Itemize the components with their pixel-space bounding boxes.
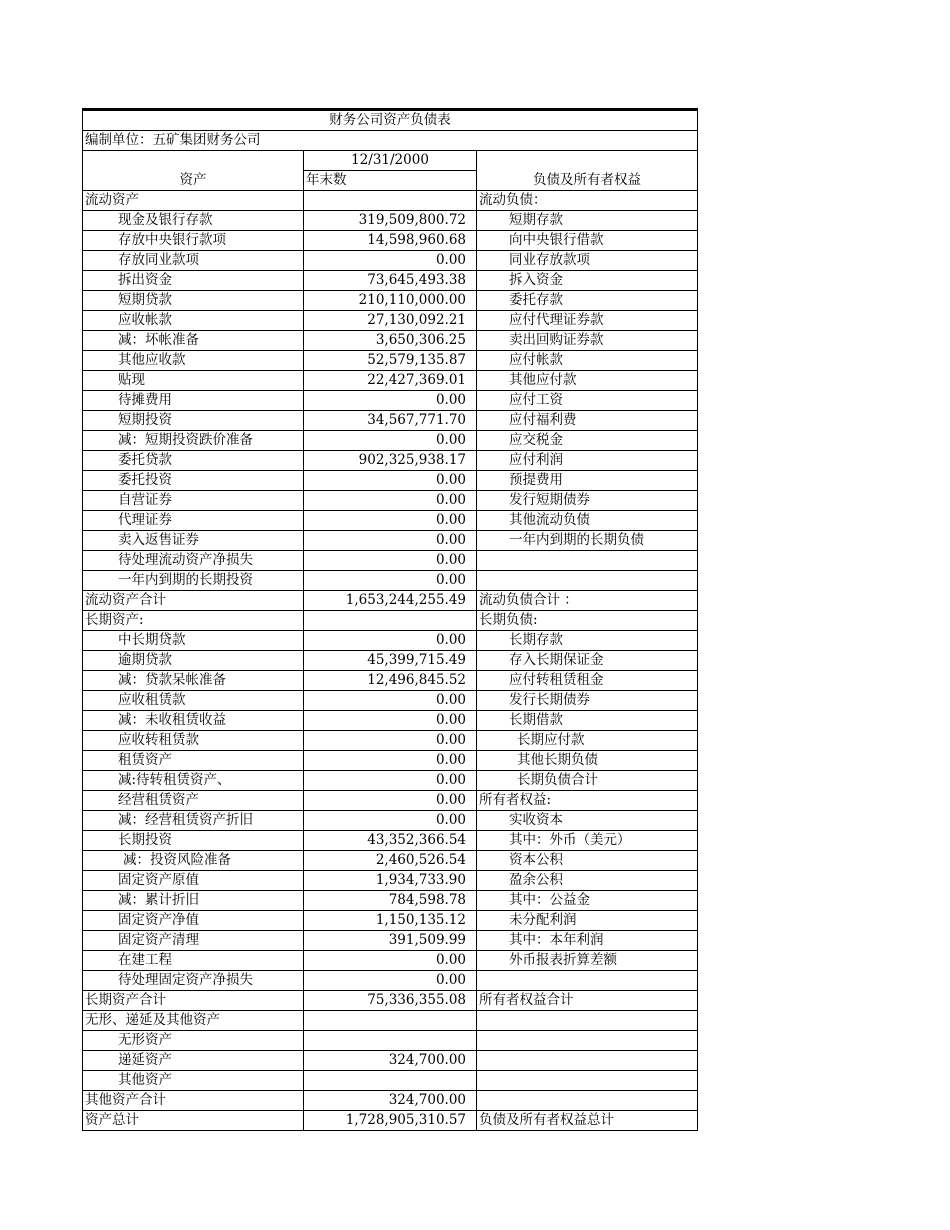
year-end-value <box>304 1031 477 1051</box>
asset-item: 固定资产原值 <box>83 871 304 891</box>
table-row <box>83 751 698 771</box>
unit-label: 编制单位：五矿集团财务公司 <box>83 131 698 151</box>
liability-item: 资本公积 <box>477 851 698 871</box>
period-header: 年末数 <box>304 171 477 191</box>
year-end-value <box>304 611 477 631</box>
year-end-value: 75,336,355.08 <box>304 991 477 1011</box>
liability-item: 应付利润 <box>477 451 698 471</box>
assets-header: 资产 <box>83 151 304 191</box>
liability-item: 未分配利润 <box>477 911 698 931</box>
year-end-value: 52,579,135.87 <box>304 351 477 371</box>
title-row <box>83 110 698 131</box>
asset-item: 委托贷款 <box>83 451 304 471</box>
table-row <box>83 591 698 611</box>
table-row <box>83 1091 698 1111</box>
table-row <box>83 651 698 671</box>
liability-item: 其中：公益金 <box>477 891 698 911</box>
liability-item <box>477 551 698 571</box>
liability-item <box>477 1031 698 1051</box>
asset-item: 逾期贷款 <box>83 651 304 671</box>
liability-item: 其他应付款 <box>477 371 698 391</box>
year-end-value: 1,653,244,255.49 <box>304 591 477 611</box>
year-end-value <box>304 191 477 211</box>
asset-item: 待摊费用 <box>83 391 304 411</box>
asset-item: 一年内到期的长期投资 <box>83 571 304 591</box>
liability-item: 应付代理证券款 <box>477 311 698 331</box>
date-header: 12/31/2000 <box>304 151 477 171</box>
table-row <box>83 471 698 491</box>
year-end-value: 0.00 <box>304 751 477 771</box>
year-end-value: 0.00 <box>304 471 477 491</box>
unit-row <box>83 131 698 151</box>
table-row <box>83 631 698 651</box>
year-end-value: 0.00 <box>304 511 477 531</box>
asset-item: 长期资产合计 <box>83 991 304 1011</box>
asset-item: 现金及银行存款 <box>83 211 304 231</box>
liability-item: 盈余公积 <box>477 871 698 891</box>
table-row <box>83 831 698 851</box>
liability-item: 应交税金 <box>477 431 698 451</box>
asset-item: 租赁资产 <box>83 751 304 771</box>
table-row <box>83 431 698 451</box>
asset-item: 其他资产 <box>83 1071 304 1091</box>
table-row <box>83 951 698 971</box>
table-row <box>83 331 698 351</box>
table-row <box>83 551 698 571</box>
liability-item: 实收资本 <box>477 811 698 831</box>
liability-item: 委托存款 <box>477 291 698 311</box>
table-row <box>83 871 698 891</box>
year-end-value: 12,496,845.52 <box>304 671 477 691</box>
table-row <box>83 811 698 831</box>
year-end-value: 3,650,306.25 <box>304 331 477 351</box>
asset-item: 固定资产净值 <box>83 911 304 931</box>
year-end-value: 0.00 <box>304 391 477 411</box>
liability-item: 长期应付款 <box>477 731 698 751</box>
liability-item: 所有者权益: <box>477 791 698 811</box>
asset-item: 待处理固定资产净损失 <box>83 971 304 991</box>
table-row <box>83 931 698 951</box>
liability-item <box>477 571 698 591</box>
asset-item: 存放中央银行款项 <box>83 231 304 251</box>
asset-item: 减：坏帐准备 <box>83 331 304 351</box>
liabilities-header: 负债及所有者权益 <box>477 151 698 191</box>
liability-item <box>477 1011 698 1031</box>
table-row <box>83 291 698 311</box>
asset-item: 递延资产 <box>83 1051 304 1071</box>
year-end-value: 43,352,366.54 <box>304 831 477 851</box>
liability-item: 应付转租赁租金 <box>477 671 698 691</box>
liability-item <box>477 1051 698 1071</box>
table-row <box>83 571 698 591</box>
table-row <box>83 791 698 811</box>
liability-item <box>477 971 698 991</box>
asset-item: 减:待转租赁资产、 <box>83 771 304 791</box>
table-row <box>83 991 698 1011</box>
year-end-value: 0.00 <box>304 711 477 731</box>
table-row <box>83 1031 698 1051</box>
year-end-value: 0.00 <box>304 731 477 751</box>
liability-item: 所有者权益合计 <box>477 991 698 1011</box>
table-row <box>83 411 698 431</box>
year-end-value: 902,325,938.17 <box>304 451 477 471</box>
balance-sheet-table <box>82 108 698 1131</box>
table-row <box>83 671 698 691</box>
liability-item: 卖出回购证券款 <box>477 331 698 351</box>
year-end-value <box>304 1011 477 1031</box>
asset-item: 在建工程 <box>83 951 304 971</box>
asset-item: 减：未收租赁收益 <box>83 711 304 731</box>
liability-item: 长期负债合计 <box>477 771 698 791</box>
table-row <box>83 611 698 631</box>
liability-item: 长期存款 <box>477 631 698 651</box>
liability-item: 长期负债: <box>477 611 698 631</box>
year-end-value: 45,399,715.49 <box>304 651 477 671</box>
asset-item: 其他应收款 <box>83 351 304 371</box>
table-row <box>83 731 698 751</box>
asset-item: 无形资产 <box>83 1031 304 1051</box>
table-row <box>83 1051 698 1071</box>
year-end-value: 784,598.78 <box>304 891 477 911</box>
liability-item: 流动负债： <box>477 191 698 211</box>
balance-sheet-body <box>83 110 698 1131</box>
asset-item: 固定资产清理 <box>83 931 304 951</box>
year-end-value: 0.00 <box>304 531 477 551</box>
year-end-value: 34,567,771.70 <box>304 411 477 431</box>
year-end-value: 1,934,733.90 <box>304 871 477 891</box>
liability-item: 发行长期债券 <box>477 691 698 711</box>
liability-item: 外币报表折算差额 <box>477 951 698 971</box>
liability-item: 长期借款 <box>477 711 698 731</box>
asset-item: 长期投资 <box>83 831 304 851</box>
year-end-value: 14,598,960.68 <box>304 231 477 251</box>
liability-item: 其中：本年利润 <box>477 931 698 951</box>
asset-item: 减：贷款呆帐准备 <box>83 671 304 691</box>
asset-item: 应收转租赁款 <box>83 731 304 751</box>
asset-item: 无形、递延及其他资产 <box>83 1011 304 1031</box>
year-end-value: 210,110,000.00 <box>304 291 477 311</box>
year-end-value <box>304 1071 477 1091</box>
asset-item: 短期投资 <box>83 411 304 431</box>
year-end-value: 324,700.00 <box>304 1091 477 1111</box>
asset-item: 减：短期投资跌价准备 <box>83 431 304 451</box>
year-end-value: 0.00 <box>304 491 477 511</box>
liability-item: 一年内到期的长期负债 <box>477 531 698 551</box>
year-end-value: 73,645,493.38 <box>304 271 477 291</box>
asset-item: 自营证券 <box>83 491 304 511</box>
table-row <box>83 1111 698 1131</box>
year-end-value: 22,427,369.01 <box>304 371 477 391</box>
asset-item: 减：经营租赁资产折旧 <box>83 811 304 831</box>
asset-item: 委托投资 <box>83 471 304 491</box>
asset-item: 卖入返售证券 <box>83 531 304 551</box>
liability-item: 预提费用 <box>477 471 698 491</box>
year-end-value: 0.00 <box>304 951 477 971</box>
liability-item <box>477 1071 698 1091</box>
table-row <box>83 851 698 871</box>
table-row <box>83 391 698 411</box>
asset-item: 应收租赁款 <box>83 691 304 711</box>
table-row <box>83 891 698 911</box>
asset-item: 中长期贷款 <box>83 631 304 651</box>
asset-item: 长期资产: <box>83 611 304 631</box>
year-end-value: 0.00 <box>304 571 477 591</box>
asset-item: 短期贷款 <box>83 291 304 311</box>
liability-item: 短期存款 <box>477 211 698 231</box>
liability-item: 其中：外币（美元） <box>477 831 698 851</box>
liability-item: 存入长期保证金 <box>477 651 698 671</box>
table-row <box>83 191 698 211</box>
table-row <box>83 351 698 371</box>
asset-item: 存放同业款项 <box>83 251 304 271</box>
year-end-value: 0.00 <box>304 811 477 831</box>
table-row <box>83 1011 698 1031</box>
asset-item: 其他资产合计 <box>83 1091 304 1111</box>
liability-item: 其他长期负债 <box>477 751 698 771</box>
liability-item: 拆入资金 <box>477 271 698 291</box>
sheet-title: 财务公司资产负债表 <box>83 110 698 131</box>
liability-item <box>477 1091 698 1111</box>
year-end-value: 27,130,092.21 <box>304 311 477 331</box>
liability-item: 应付帐款 <box>477 351 698 371</box>
liability-item: 发行短期债券 <box>477 491 698 511</box>
year-end-value: 0.00 <box>304 791 477 811</box>
table-row <box>83 231 698 251</box>
year-end-value: 0.00 <box>304 771 477 791</box>
liability-item: 流动负债合计 ： <box>477 591 698 611</box>
table-row <box>83 511 698 531</box>
table-row <box>83 271 698 291</box>
table-row <box>83 691 698 711</box>
table-row <box>83 1071 698 1091</box>
year-end-value: 0.00 <box>304 971 477 991</box>
year-end-value: 1,150,135.12 <box>304 911 477 931</box>
liability-item: 同业存放款项 <box>477 251 698 271</box>
liability-item: 应付福利费 <box>477 411 698 431</box>
asset-item: 经营租赁资产 <box>83 791 304 811</box>
year-end-value: 0.00 <box>304 251 477 271</box>
asset-item: 资产总计 <box>83 1111 304 1131</box>
table-row <box>83 211 698 231</box>
asset-item: 减：累计折旧 <box>83 891 304 911</box>
asset-item: 代理证券 <box>83 511 304 531</box>
table-row <box>83 911 698 931</box>
table-row <box>83 971 698 991</box>
header-row-1 <box>83 151 698 171</box>
table-row <box>83 711 698 731</box>
table-row <box>83 771 698 791</box>
year-end-value: 2,460,526.54 <box>304 851 477 871</box>
asset-item: 待处理流动资产净损失 <box>83 551 304 571</box>
liability-item: 其他流动负债 <box>477 511 698 531</box>
year-end-value: 1,728,905,310.57 <box>304 1111 477 1131</box>
year-end-value: 0.00 <box>304 551 477 571</box>
year-end-value: 0.00 <box>304 691 477 711</box>
liability-item: 负债及所有者权益总计 <box>477 1111 698 1131</box>
table-row <box>83 371 698 391</box>
asset-item: 流动资产合计 <box>83 591 304 611</box>
table-row <box>83 531 698 551</box>
liability-item: 向中央银行借款 <box>477 231 698 251</box>
asset-item: 减：投资风险准备 <box>83 851 304 871</box>
asset-item: 拆出资金 <box>83 271 304 291</box>
table-row <box>83 251 698 271</box>
year-end-value: 319,509,800.72 <box>304 211 477 231</box>
asset-item: 贴现 <box>83 371 304 391</box>
year-end-value: 391,509.99 <box>304 931 477 951</box>
year-end-value: 0.00 <box>304 431 477 451</box>
table-row <box>83 491 698 511</box>
year-end-value: 324,700.00 <box>304 1051 477 1071</box>
year-end-value: 0.00 <box>304 631 477 651</box>
table-row <box>83 311 698 331</box>
liability-item: 应付工资 <box>477 391 698 411</box>
asset-item: 流动资产 <box>83 191 304 211</box>
asset-item: 应收帐款 <box>83 311 304 331</box>
table-row <box>83 451 698 471</box>
